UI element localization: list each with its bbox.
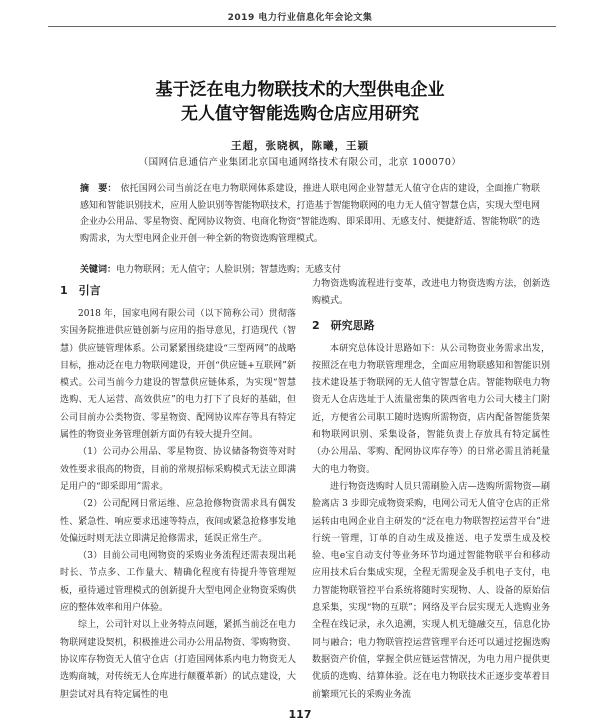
continued-paragraph: 力物资选购流程进行变革，改进电力物资选购方法，创新选购模式。 [312, 279, 550, 307]
abstract-text: 依托国网公司当前泛在电力物联网体系建设，推进人联电网企业智慧无人值守仓店的建设，全面推广物联感知和智能识别技术，应用人脸识别等智能物联技术，打造基于智能物联网的电力无人值守智慧仓店，实现大型电网企业办公用品、零星物资、配网协议物资、电商化物资“智能选购、即采即用、无感支付、便捷舒适、智能物联”的选购需求，为大型电网企业开创一种全新的物资选购管理模式。 [80, 184, 540, 244]
authors: 王超，张晓枫，陈曦，王颖 [231, 140, 369, 152]
left-column [60, 276, 296, 704]
keywords-text: 电力物联网；无人值守；人脸识别；智慧选购；无感支付 [116, 265, 342, 275]
section-2-heading: 2 研究思路 [312, 318, 375, 332]
section-2-paragraph: 本研究总体设计思路如下：从公司物资业务需求出发，按照泛在电力物联管理理念，全面应用物联感知和智能识别技术建设基于物联网的无人值守智慧仓店。智能物联电力物资无人仓店选址于人流量密集的陕西省电力公司大楼主门附近，方便省公司职工随时选购所需物资，店内配备智能货架和物联网识别、采集设备，智能负责上存放具有特定属性（办公用品、零购、配网协议库存等）的日常必需且消耗量大的电力物资。 [312, 343, 550, 475]
title-line-1: 基于泛在电力物联技术的大型供电企业 [155, 80, 445, 100]
page-number: 117 [288, 708, 312, 721]
section-1-paragraph: （3）目前公司电网物资的采购业务流程还需表现出耗时长、节点多、工作量大、精确化程度有待提升等管理短板，亟待通过管理模式的创新提升大型电网企业物资采购供应的整体效率和用户体验。 [60, 551, 296, 614]
running-header: 2019 电力行业信息化年会论文集 [227, 13, 373, 23]
section-2-paragraph: 进行物资选购时人员只需刷脸入店—选购所需物资—刷脸离店 3 步即完成物资采购，电网公司无人值守仓店的正常运转由电网企业自主研发的“泛在电力物联智控运营平台”进行统一管理，订单的自动生成及推送、电子发票生成及校验、电e宝自动支付等业务环节均通过智能物联平台和移动应用技术后台集成实现，全程无需现金及手机电子支付，电力智能物联管控平台系统将随时实现物、人、设备的原始信息采集，实现“物的互联”；网络及平台层实现无人选购业务全程在线记录，永久追溯，实现人机无缝融交互，信息化协同与融合；电力物联管控运营管理平台还可以通过挖掘选购数据资产价值，掌握全供应链运营情况，为电力用户提供更优质的选购、结算体验。泛在电力物联技术正逐步变革着目前繁琐冗长的采购业务流 [312, 481, 550, 700]
section-1-paragraph: 2018 年，国家电网有限公司（以下简称公司）贯彻落实国务院推进供应链创新与应用的指导意见，打造现代（智慧）供应链管理体系。公司紧紧围绕建设“三型两网”的战略目标，推动泛在电力物联网建设，开创“供应链+互联网”新模式。公司当前今力建设的智慧供应链体系，为实现“智慧选购、无人运营、高效供应”的电力打下了良好的基础，但公司目前办公类物资、零星物资、配网协议库存等具有特定属性的物资业务管理创新方面仍有较大提升空间。 [60, 309, 296, 441]
keywords-label: 关键词： [80, 265, 117, 275]
section-1-heading: 1 引言 [60, 284, 101, 297]
abstract-label: 摘 要： [80, 184, 117, 194]
article-title [0, 78, 600, 126]
right-column [312, 276, 550, 704]
section-1-paragraph: 综上，公司针对以上业务特点问题，紧抓当前泛在电力物联网建设契机，积极推进公司办公用品物资、零购物资、协议库存物资无人值守仓店（打造国网体系内电力物资无人选购商城，对传统无人仓库进行颠覆革新）的试点建设，大胆尝试对具有特定属性的电 [60, 620, 296, 700]
title-line-2: 无人值守智能选购仓店应用研究 [181, 104, 419, 124]
header-rule [48, 26, 556, 27]
affiliation: （国网信息通信产业集团北京国电通网络技术有限公司，北京 100070） [138, 157, 462, 168]
section-1-paragraph: （1）公司办公用品、零星物资、协议储备物资等对时效性要求很高的物资，目前的常规招标采购模式无法立即满足用户的“即采即用”需求。 [60, 447, 296, 492]
abstract [80, 181, 540, 247]
section-1-paragraph: （2）公司配网日常运维、应急抢修物资需求具有偶发性、紧急性、响应要求迅速等特点，夜间或紧急抢修事发地处偏远时则无法立即满足抢修需求，延误正常生产。 [60, 499, 296, 544]
